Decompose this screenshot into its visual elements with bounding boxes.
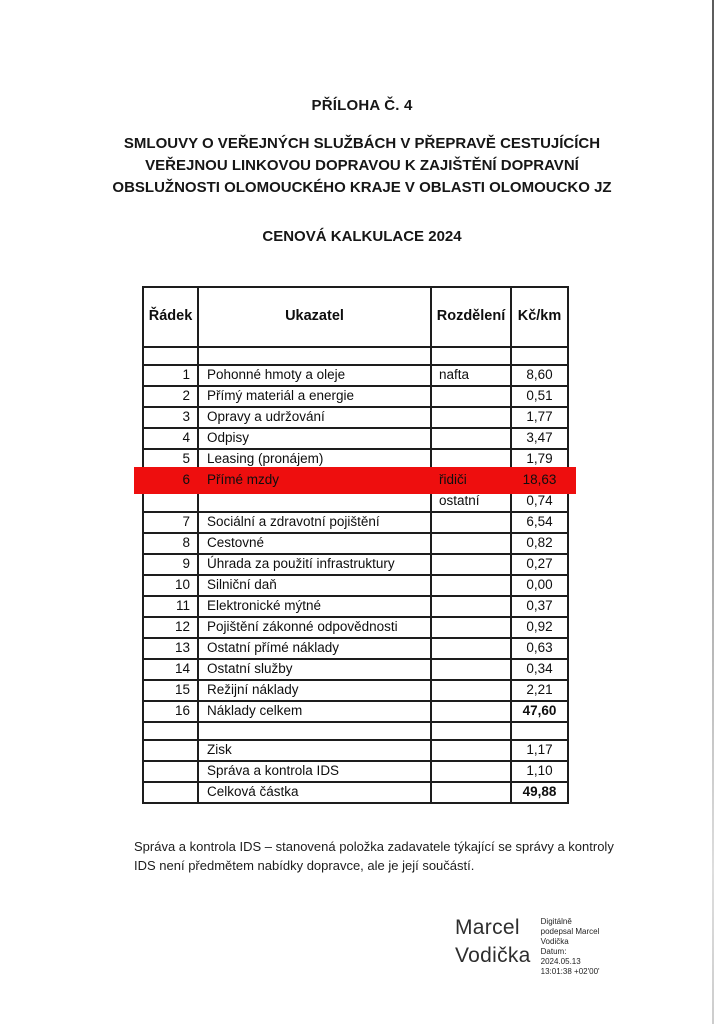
- cell-value: 8,60: [511, 365, 568, 386]
- cell-label: Úhrada za použití infrastruktury: [198, 554, 431, 575]
- cell-split: [431, 386, 511, 407]
- col-header-kckm: Kč/km: [511, 287, 568, 347]
- table-row: [143, 740, 568, 761]
- cell-split: [431, 554, 511, 575]
- col-header-radek: Řádek: [143, 287, 198, 347]
- cell-split: [431, 680, 511, 701]
- scan-artifact-line: [712, 0, 714, 1024]
- subtitle-line-3: OBSLUŽNOSTI OLOMOUCKÉHO KRAJE V OBLASTI OLOMOUCKO JZ: [112, 179, 612, 196]
- signature-detail-line: 13:01:38 +02'00': [540, 967, 600, 976]
- cell-label: Zisk: [198, 740, 431, 761]
- table-row: [143, 470, 568, 491]
- cell-value: 0,82: [511, 533, 568, 554]
- cell-num: 14: [143, 659, 198, 680]
- cell-value: 0,63: [511, 638, 568, 659]
- cell-label: Ostatní služby: [198, 659, 431, 680]
- cost-table-body: [143, 347, 568, 803]
- cell-split: [431, 722, 511, 740]
- table-spacer-row: [143, 347, 568, 365]
- table-spacer-row: [143, 722, 568, 740]
- cell-split: [431, 740, 511, 761]
- cell-value: 1,77: [511, 407, 568, 428]
- table-row: [143, 680, 568, 701]
- cell-split: [431, 575, 511, 596]
- table-row: [143, 428, 568, 449]
- table-row: [143, 761, 568, 782]
- signature-details: [541, 914, 600, 977]
- cell-value: 0,92: [511, 617, 568, 638]
- cell-split: [431, 659, 511, 680]
- cell-split: [431, 428, 511, 449]
- page-title: PŘÍLOHA Č. 4: [311, 97, 413, 114]
- cell-value: 0,74: [511, 491, 568, 512]
- cell-num: 16: [143, 701, 198, 722]
- cell-num: 8: [143, 533, 198, 554]
- cell-label: Náklady celkem: [198, 701, 431, 722]
- footnote-line-1: Správa a kontrola IDS – stanovená položka zadavatele týkající se správy a kontroly: [134, 839, 614, 854]
- cell-label: Opravy a udržování: [198, 407, 431, 428]
- cell-value: 0,37: [511, 596, 568, 617]
- cell-value: 2,21: [511, 680, 568, 701]
- cell-label: [198, 722, 431, 740]
- table-row: [143, 365, 568, 386]
- cell-num: [143, 761, 198, 782]
- cell-num: 1: [143, 365, 198, 386]
- cell-label: Přímé mzdy: [198, 470, 431, 491]
- cell-label: Cestovné: [198, 533, 431, 554]
- cell-split: [431, 347, 511, 365]
- cell-value: 0,00: [511, 575, 568, 596]
- cell-label: Pojištění zákonné odpovědnosti: [198, 617, 431, 638]
- table-row: [143, 659, 568, 680]
- cell-value: 1,79: [511, 449, 568, 470]
- cell-num: 15: [143, 680, 198, 701]
- cell-label: Odpisy: [198, 428, 431, 449]
- cell-value: 0,27: [511, 554, 568, 575]
- table-row: [143, 533, 568, 554]
- signature-detail-line: 2024.05.13: [540, 957, 581, 966]
- cell-split: [431, 761, 511, 782]
- cell-num: 5: [143, 449, 198, 470]
- cell-value: 3,47: [511, 428, 568, 449]
- cell-value: 49,88: [511, 782, 568, 803]
- cell-value: [511, 347, 568, 365]
- signature-detail-line: Vodička: [540, 937, 569, 946]
- cell-num: [143, 491, 198, 512]
- cell-split: [431, 701, 511, 722]
- cell-value: [511, 722, 568, 740]
- table-row: [143, 407, 568, 428]
- cell-num: [143, 722, 198, 740]
- cell-num: 12: [143, 617, 198, 638]
- cost-table-grid: [142, 286, 569, 804]
- signature-name-line-1: Marcel: [455, 916, 520, 939]
- cell-split: [431, 407, 511, 428]
- document-subtitle: [0, 133, 724, 199]
- cell-num: 4: [143, 428, 198, 449]
- cell-label: Silniční daň: [198, 575, 431, 596]
- cell-value: 0,34: [511, 659, 568, 680]
- table-row: [143, 554, 568, 575]
- table-row: [143, 701, 568, 722]
- cell-label: Správa a kontrola IDS: [198, 761, 431, 782]
- cell-value: 1,17: [511, 740, 568, 761]
- cell-label: Ostatní přímé náklady: [198, 638, 431, 659]
- cell-split: [431, 512, 511, 533]
- col-header-rozdeleni: Rozdělení: [431, 287, 511, 347]
- cell-num: [143, 740, 198, 761]
- table-row: [143, 575, 568, 596]
- cell-label: Celková částka: [198, 782, 431, 803]
- cell-split: [431, 533, 511, 554]
- cell-split: ostatní: [431, 491, 511, 512]
- cell-num: 13: [143, 638, 198, 659]
- table-row: [143, 782, 568, 803]
- cell-num: 6: [143, 470, 198, 491]
- cell-label: Pohonné hmoty a oleje: [198, 365, 431, 386]
- cell-num: 11: [143, 596, 198, 617]
- signature-detail-line: Datum:: [540, 947, 567, 956]
- cell-label: Leasing (pronájem): [198, 449, 431, 470]
- table-header-row: [143, 287, 568, 347]
- cost-table: [142, 286, 569, 804]
- cell-value: 18,63: [511, 470, 568, 491]
- table-row: [143, 596, 568, 617]
- table-row: [143, 491, 568, 512]
- cell-num: 7: [143, 512, 198, 533]
- footnote-line-2: IDS není předmětem nabídky dopravce, ale je její součástí.: [134, 858, 475, 873]
- cell-split: [431, 638, 511, 659]
- cell-value: 1,10: [511, 761, 568, 782]
- cell-value: 47,60: [511, 701, 568, 722]
- cell-num: [143, 347, 198, 365]
- cell-num: [143, 782, 198, 803]
- footnote: [134, 837, 724, 875]
- cell-num: 3: [143, 407, 198, 428]
- cell-num: 9: [143, 554, 198, 575]
- subtitle-line-1: SMLOUVY O VEŘEJNÝCH SLUŽBÁCH V PŘEPRAVĚ CESTUJÍCÍCH: [123, 135, 601, 152]
- cell-label: [198, 347, 431, 365]
- signature-name: [455, 914, 531, 970]
- table-row: [143, 638, 568, 659]
- cell-label: Elektronické mýtné: [198, 596, 431, 617]
- signature-detail-line: podepsal Marcel: [540, 927, 600, 936]
- subtitle-line-2: VEŘEJNOU LINKOVOU DOPRAVOU K ZAJIŠTĚNÍ DOPRAVNÍ: [145, 157, 579, 174]
- cell-split: nafta: [431, 365, 511, 386]
- cell-split: řidiči: [431, 470, 511, 491]
- cell-value: 0,51: [511, 386, 568, 407]
- cell-split: [431, 596, 511, 617]
- cell-label: [198, 491, 431, 512]
- section-title: CENOVÁ KALKULACE 2024: [262, 228, 462, 245]
- cell-label: Přímý materiál a energie: [198, 386, 431, 407]
- signature-detail-line: Digitálně: [540, 917, 572, 926]
- signature-name-line-2: Vodička: [455, 944, 531, 967]
- cell-split: [431, 617, 511, 638]
- digital-signature: [455, 914, 724, 977]
- table-row: [143, 617, 568, 638]
- cell-label: Sociální a zdravotní pojištění: [198, 512, 431, 533]
- col-header-ukazatel: Ukazatel: [198, 287, 431, 347]
- cell-label: Režijní náklady: [198, 680, 431, 701]
- cell-split: [431, 782, 511, 803]
- table-row: [143, 512, 568, 533]
- table-row: [143, 386, 568, 407]
- cell-value: 6,54: [511, 512, 568, 533]
- cell-num: 10: [143, 575, 198, 596]
- cell-num: 2: [143, 386, 198, 407]
